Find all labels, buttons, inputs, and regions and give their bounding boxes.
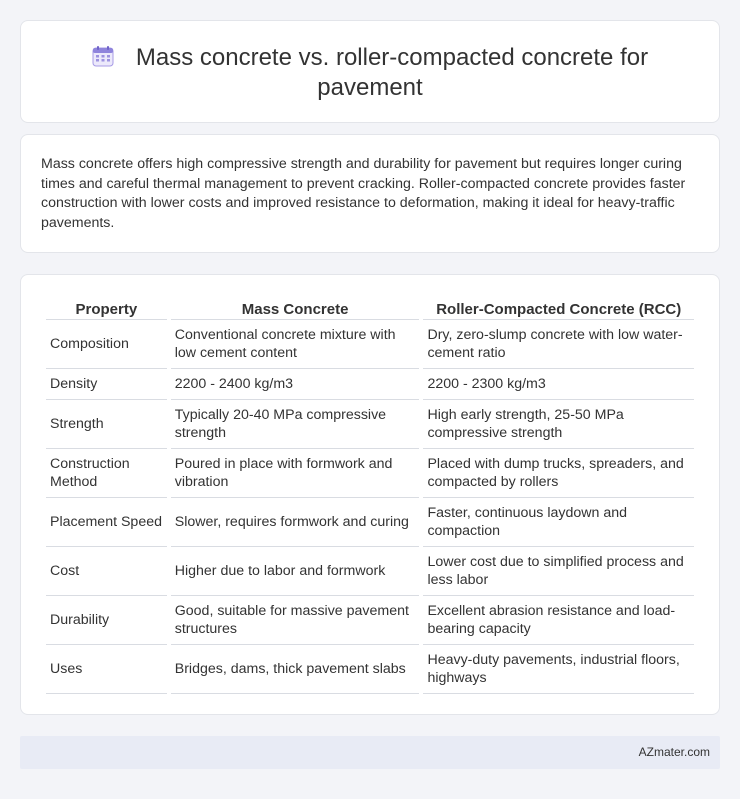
table-header-row [46,295,694,320]
table-row [46,645,694,694]
table-row [46,449,694,498]
table-row [46,547,694,596]
mass-concrete-cell: Conventional concrete mixture with low cement content [171,320,420,369]
footer-bar [20,736,720,769]
property-cell: Durability [46,596,167,645]
rcc-cell: 2200 - 2300 kg/m3 [423,369,694,400]
page-title-wrap [61,43,679,103]
header-mass-concrete: Mass Concrete [171,295,420,320]
rcc-cell: Placed with dump trucks, spreaders, and compacted by rollers [423,449,694,498]
rcc-cell: Faster, continuous laydown and compaction [423,498,694,547]
mass-concrete-cell: Typically 20-40 MPa compressive strength [171,400,420,449]
rcc-cell: Excellent abrasion resistance and load-bearing capacity [423,596,694,645]
table-row [46,400,694,449]
rcc-cell: Dry, zero-slump concrete with low water-cement ratio [423,320,694,369]
page-title: Mass concrete vs. roller-compacted concrete for pavement [135,44,649,101]
comparison-table [42,295,698,694]
table-row [46,498,694,547]
rcc-cell: High early strength, 25-50 MPa compressive strength [423,400,694,449]
table-row [46,320,694,369]
property-cell: Strength [46,400,167,449]
property-cell: Uses [46,645,167,694]
rcc-cell: Heavy-duty pavements, industrial floors, highways [423,645,694,694]
table-row [46,596,694,645]
property-cell: Density [46,369,167,400]
table-row [46,369,694,400]
property-cell: Composition [46,320,167,369]
summary-text: Mass concrete offers high compressive strength and durability for pavement but requires longer curing times and careful thermal management to prevent cracking. Roller-compacted concrete provides faster construction with lower costs and improved resistance to deformation, making it ideal for heavy-traffic pavements. [41,156,686,231]
title-card [20,20,720,123]
header-property: Property [46,295,167,320]
footer-site-label: AZmater.com [638,745,710,759]
mass-concrete-cell: Bridges, dams, thick pavement slabs [171,645,420,694]
rcc-cell: Lower cost due to simplified process and less labor [423,547,694,596]
mass-concrete-cell: Slower, requires formwork and curing [171,498,420,547]
summary-card [20,134,720,253]
mass-concrete-cell: 2200 - 2400 kg/m3 [171,369,420,400]
comparison-card [20,274,720,715]
header-rcc: Roller-Compacted Concrete (RCC) [423,295,694,320]
calendar-icon [92,45,114,67]
property-cell: Construction Method [46,449,167,498]
property-cell: Placement Speed [46,498,167,547]
mass-concrete-cell: Poured in place with formwork and vibration [171,449,420,498]
mass-concrete-cell: Good, suitable for massive pavement structures [171,596,420,645]
mass-concrete-cell: Higher due to labor and formwork [171,547,420,596]
property-cell: Cost [46,547,167,596]
